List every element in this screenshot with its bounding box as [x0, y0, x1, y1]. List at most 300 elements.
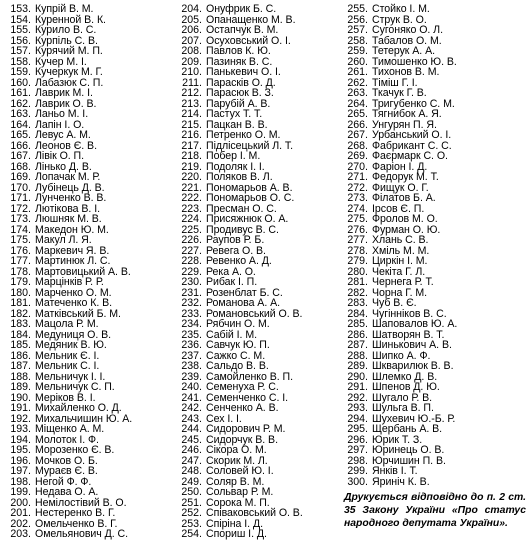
- item-name: Панькевич О. І.: [206, 66, 281, 78]
- item-number: 208.: [181, 45, 202, 57]
- item-name: Сидорович Р. М.: [206, 423, 286, 435]
- item-number: 225.: [181, 223, 202, 236]
- item-name: Унгурян П. Я.: [372, 118, 437, 131]
- item-number: 235.: [181, 328, 202, 341]
- item-number: 175.: [10, 234, 31, 246]
- item-number: 194.: [10, 433, 31, 446]
- name-column-1: [4, 4, 166, 540]
- list-item: [341, 424, 527, 435]
- item-name: Негой Ф. Ф.: [35, 475, 92, 488]
- list-item: [175, 298, 343, 309]
- item-number: 160.: [10, 76, 31, 89]
- item-number: 267.: [347, 129, 368, 141]
- item-name: Мартинюк Л. С.: [35, 255, 111, 267]
- item-name: Скорик М. Л.: [206, 454, 268, 467]
- item-number: 275.: [347, 213, 368, 225]
- item-number: 206.: [181, 24, 202, 36]
- item-number: 161.: [10, 87, 31, 99]
- item-name: Матеченко К. В.: [35, 297, 113, 309]
- item-number: 187.: [10, 360, 31, 372]
- item-number: 221.: [181, 181, 202, 194]
- item-number: 297.: [347, 444, 368, 456]
- item-number: 259.: [347, 45, 368, 57]
- list-item: [175, 361, 343, 372]
- list-item: [341, 78, 527, 89]
- item-name: Лабазюк С. П.: [35, 76, 104, 89]
- item-name: Река А. О.: [206, 265, 256, 278]
- list-item: [4, 466, 166, 477]
- item-number: 295.: [347, 423, 368, 435]
- list-item: [341, 340, 527, 351]
- item-number: 169.: [10, 171, 31, 183]
- list-item: [4, 277, 166, 288]
- item-number: 216.: [181, 129, 202, 141]
- list-item: [4, 424, 166, 435]
- item-number: 215.: [181, 118, 202, 131]
- item-name: Люшняк М. В.: [35, 213, 102, 225]
- item-name: Шаповалов Ю. А.: [372, 318, 458, 330]
- list-item: [4, 130, 166, 141]
- list-item: [175, 340, 343, 351]
- item-name: Семенченко С. І.: [206, 391, 289, 404]
- item-name: Фурман О. Ю.: [372, 223, 441, 236]
- item-name: Чорна Г. М.: [372, 286, 428, 299]
- list-item: [175, 4, 343, 15]
- item-name: Парасюк В. З.: [206, 87, 274, 99]
- item-number: 276.: [347, 223, 368, 236]
- item-name: Ревенко А. Д.: [206, 255, 272, 267]
- item-number: 265.: [347, 108, 368, 120]
- item-number: 202.: [10, 517, 31, 530]
- list-item: [4, 88, 166, 99]
- item-number: 196.: [10, 454, 31, 467]
- item-number: 266.: [347, 118, 368, 131]
- item-name: Лаврик М. І.: [35, 87, 93, 99]
- item-number: 203.: [10, 528, 31, 540]
- item-number: 254.: [181, 528, 202, 540]
- item-number: 232.: [181, 297, 202, 309]
- item-number: 244.: [181, 423, 202, 435]
- item-number: 257.: [347, 24, 368, 36]
- item-name: Купрій В. М.: [35, 3, 94, 15]
- item-number: 181.: [10, 297, 31, 309]
- item-name: Розенблат Б. С.: [206, 286, 283, 299]
- item-number: 186.: [10, 349, 31, 362]
- item-name: Ткачук Г. В.: [372, 87, 427, 99]
- item-number: 236.: [181, 339, 202, 351]
- item-name: Мельничук С. П.: [35, 381, 115, 393]
- item-number: 172.: [10, 202, 31, 215]
- item-number: 184.: [10, 328, 31, 341]
- list-item: [4, 4, 166, 15]
- item-name: Осуховський О. І.: [206, 34, 291, 47]
- item-name: Щербань А. В.: [372, 423, 443, 435]
- list-item: [4, 319, 166, 330]
- item-name: Тетерук А. А.: [372, 45, 435, 57]
- item-number: 255.: [347, 3, 368, 15]
- item-name: Пономарьов О. С.: [206, 192, 295, 204]
- item-number: 290.: [347, 370, 368, 383]
- item-number: 248.: [181, 465, 202, 477]
- item-name: Сабій І. М.: [206, 328, 257, 341]
- list-item: [4, 109, 166, 120]
- footnote: Друкується відповідно до п. 2 ст. 35 Закону України «Про статус народного депутата України».: [344, 492, 526, 529]
- list-item: [175, 235, 343, 246]
- item-number: 273.: [347, 192, 368, 204]
- list-item: [4, 46, 166, 57]
- item-number: 180.: [10, 286, 31, 299]
- item-name: Лаврик О. В.: [35, 97, 97, 110]
- item-name: Шипко А. Ф.: [372, 349, 431, 362]
- item-number: 201.: [10, 507, 31, 519]
- item-number: 226.: [181, 234, 202, 246]
- item-name: Петренко О. М.: [206, 129, 281, 141]
- item-name: Лінько Д. В.: [35, 160, 92, 173]
- list-item: [341, 456, 527, 467]
- item-name: Спіріна І. Д.: [206, 517, 263, 530]
- item-name: Хлань С. В.: [372, 234, 429, 246]
- item-name: Пастух Т. Т.: [206, 108, 263, 120]
- list-item: [4, 382, 166, 393]
- item-number: 261.: [347, 66, 368, 78]
- item-number: 229.: [181, 265, 202, 278]
- item-name: Кучер М. І.: [35, 55, 87, 68]
- item-name: Савчук Ю. П.: [206, 339, 270, 351]
- item-name: Ревега О. В.: [206, 244, 266, 257]
- item-name: Шинькович А. В.: [372, 339, 452, 351]
- item-name: Матківський Б. М.: [35, 307, 121, 320]
- list-item: [175, 109, 343, 120]
- item-number: 239.: [181, 370, 202, 383]
- item-number: 258.: [347, 34, 368, 47]
- item-number: 211.: [182, 76, 202, 89]
- item-number: 287.: [347, 339, 368, 351]
- item-name: Сенченко А. В.: [206, 402, 279, 414]
- item-number: 190.: [10, 391, 31, 404]
- item-number: 178.: [10, 265, 31, 278]
- list-item: [341, 277, 527, 288]
- list-item: [341, 172, 527, 183]
- item-name: Куренной В. К.: [35, 13, 106, 26]
- item-number: 154.: [10, 13, 31, 26]
- item-name: Співаковський О. В.: [206, 507, 303, 519]
- item-number: 293.: [347, 402, 368, 414]
- item-name: Сидорчук В. В.: [206, 433, 278, 446]
- item-name: Остапчук В. М.: [206, 24, 279, 36]
- item-number: 233.: [181, 307, 202, 320]
- item-name: Шугало Р. В.: [372, 391, 433, 404]
- item-name: Сольвар Р. М.: [206, 486, 274, 498]
- item-number: 207.: [181, 34, 202, 47]
- list-item: [175, 487, 343, 498]
- item-name: Лютікова В. І.: [35, 202, 100, 215]
- item-name: Рябчин О. М.: [206, 318, 270, 330]
- item-number: 159.: [10, 66, 31, 78]
- item-number: 220.: [181, 171, 202, 183]
- item-number: 173.: [10, 213, 31, 225]
- item-number: 263.: [347, 87, 368, 99]
- item-number: 286.: [347, 328, 368, 341]
- list-item: [341, 88, 527, 99]
- item-number: 247.: [181, 454, 202, 467]
- item-name: Раупов Р. Б.: [206, 234, 265, 246]
- item-name: Філатов Б. А.: [372, 192, 436, 204]
- item-number: 165.: [10, 129, 31, 141]
- item-name: Романова А. А.: [206, 297, 281, 309]
- item-number: 294.: [347, 412, 368, 425]
- item-number: 253.: [181, 517, 202, 530]
- item-number: 162.: [10, 97, 31, 110]
- item-name: Мельник С. І.: [35, 360, 100, 372]
- item-number: 222.: [181, 192, 202, 204]
- item-number: 199.: [10, 486, 31, 498]
- item-number: 252.: [181, 507, 202, 519]
- item-number: 185.: [10, 339, 31, 351]
- item-number: 256.: [347, 13, 368, 26]
- item-number: 191.: [10, 402, 31, 414]
- item-name: Фищук О. Г.: [372, 181, 429, 194]
- item-number: 158.: [10, 55, 31, 68]
- item-name: Підлісецький Л. Т.: [206, 139, 294, 152]
- list-item: [4, 172, 166, 183]
- item-number: 282.: [347, 286, 368, 299]
- item-name: Чернега Р. Т.: [372, 276, 434, 288]
- item-number: 291.: [347, 381, 368, 393]
- item-name: Тригубенко С. М.: [372, 97, 455, 110]
- list-item: [341, 214, 527, 225]
- item-number: 227.: [181, 244, 202, 257]
- item-name: Циркін І. М.: [372, 255, 428, 267]
- item-name: Тихонов В. М.: [372, 66, 440, 78]
- list-item: [341, 288, 527, 299]
- item-number: 279.: [347, 255, 368, 267]
- item-name: Меріков В. І.: [35, 391, 96, 404]
- item-name: Маркевич Я. В.: [35, 244, 110, 257]
- item-number: 298.: [347, 454, 368, 467]
- item-name: Фаріон І. Д.: [372, 160, 428, 173]
- item-number: 237.: [181, 349, 202, 362]
- list-item: [341, 130, 527, 141]
- list-item: [4, 25, 166, 36]
- item-number: 238.: [181, 360, 202, 372]
- item-name: Урбанський О. І.: [372, 129, 452, 141]
- item-number: 246.: [181, 444, 202, 456]
- item-number: 296.: [347, 433, 368, 446]
- list-item: [175, 403, 343, 414]
- item-name: Пацкан В. В.: [206, 118, 268, 131]
- item-number: 214.: [181, 108, 202, 120]
- list-item: [4, 235, 166, 246]
- item-number: 197.: [10, 465, 31, 477]
- list-item: [4, 151, 166, 162]
- item-number: 228.: [181, 255, 202, 267]
- list-item: [4, 193, 166, 204]
- item-name: Сажко С. М.: [206, 349, 266, 362]
- item-name: Фролов М. О.: [372, 213, 438, 225]
- item-number: 249.: [181, 475, 202, 488]
- list-item: [175, 508, 343, 519]
- item-name: Стойко І. М.: [372, 3, 430, 15]
- item-number: 245.: [181, 433, 202, 446]
- item-name: Тимошенко Ю. В.: [372, 55, 457, 68]
- list-item: [4, 403, 166, 414]
- item-name: Ірсов Є. П.: [372, 202, 425, 215]
- item-number: 274.: [347, 202, 368, 215]
- item-number: 250.: [181, 486, 202, 498]
- list-item: [175, 46, 343, 57]
- list-item: [341, 382, 527, 393]
- item-number: 163.: [10, 108, 31, 120]
- item-name: Онуфрик Б. С.: [206, 3, 277, 15]
- list-item: [175, 67, 343, 78]
- item-number: 270.: [347, 160, 368, 173]
- item-number: 278.: [347, 244, 368, 257]
- list-item: [175, 445, 343, 456]
- item-number: 188.: [10, 370, 31, 383]
- list-item: [341, 361, 527, 372]
- item-name: Шатворян В. Т.: [372, 328, 445, 341]
- item-name: Поляков В. Л.: [206, 171, 273, 183]
- list-item: [341, 46, 527, 57]
- item-number: 271.: [347, 171, 368, 183]
- item-name: Шкварилюк В. В.: [372, 360, 454, 372]
- list-item: [341, 246, 527, 257]
- item-number: 155.: [10, 24, 31, 36]
- list-item: [4, 361, 166, 372]
- list-item: [341, 466, 527, 477]
- item-number: 183.: [10, 318, 31, 330]
- item-name: Пономарьов А. В.: [206, 181, 293, 194]
- item-name: Яриніч К. В.: [372, 475, 430, 488]
- item-number: 189.: [10, 381, 31, 393]
- item-name: Юрик Т. З.: [372, 433, 423, 446]
- item-name: Михайленко О. Д.: [35, 402, 122, 414]
- item-name: Шульга В. П.: [372, 402, 434, 414]
- item-number: 171.: [10, 192, 31, 204]
- item-name: Тіміш Г. І.: [372, 76, 418, 89]
- item-name: Курячий М. П.: [35, 45, 103, 57]
- item-name: Курило В. С.: [35, 24, 97, 36]
- list-item: [341, 319, 527, 330]
- item-number: 153.: [10, 3, 31, 15]
- item-name: Чекіта Г. Л.: [372, 265, 426, 278]
- item-name: Марченко О. М.: [35, 286, 112, 299]
- item-name: Лопачак М. Р.: [35, 171, 101, 183]
- item-number: 209.: [181, 55, 202, 68]
- list-item: [4, 214, 166, 225]
- item-name: Кучеркук М. Г.: [35, 66, 103, 78]
- list-item: [175, 529, 343, 540]
- item-number: 219.: [181, 160, 202, 173]
- item-name: Омельченко В. Г.: [35, 517, 118, 530]
- item-number: 168.: [10, 160, 31, 173]
- item-name: Лівік О. П.: [35, 150, 84, 162]
- item-name: Сорока М. П.: [206, 496, 270, 509]
- item-name: Семенуха Р. С.: [206, 381, 279, 393]
- item-name: Пазиняк В. С.: [206, 55, 273, 68]
- item-name: Сальдо В. В.: [206, 360, 269, 372]
- item-number: 217.: [181, 139, 202, 152]
- list-item: [341, 151, 527, 162]
- list-item: [4, 256, 166, 267]
- item-name: Парубій А. В.: [206, 97, 271, 110]
- item-name: Табалов О. М.: [372, 34, 442, 47]
- item-number: 300.: [347, 475, 368, 488]
- item-number: 177.: [10, 255, 31, 267]
- list-item: [175, 88, 343, 99]
- item-name: Романовський О. В.: [206, 307, 303, 320]
- item-name: Мартовицький А. В.: [35, 265, 131, 278]
- list-item: [341, 403, 527, 414]
- item-name: Медяник В. Ю.: [35, 339, 107, 351]
- item-number: 224.: [181, 213, 202, 225]
- item-number: 210.: [181, 66, 202, 78]
- list-item: [175, 382, 343, 393]
- item-name: Чугінніков В. С.: [372, 307, 447, 320]
- item-number: 218.: [181, 150, 202, 162]
- item-number: 200.: [10, 496, 31, 509]
- item-name: Молоток І. Ф.: [35, 433, 99, 446]
- item-name: Лунченко В. В.: [35, 192, 107, 204]
- item-number: 269.: [347, 150, 368, 162]
- item-name: Недава О. А.: [35, 486, 99, 498]
- item-name: Хміль М. М.: [372, 244, 430, 257]
- item-name: Немілостівий В. О.: [35, 496, 127, 509]
- item-name: Марцінків Р. Р.: [35, 276, 104, 288]
- item-name: Сугоняко О. Л.: [372, 24, 443, 36]
- item-name: Опанащенко М. В.: [206, 13, 296, 26]
- item-name: Струк В. О.: [372, 13, 427, 26]
- list-item: [341, 193, 527, 204]
- list-item: [4, 508, 166, 519]
- item-number: 198.: [10, 475, 31, 488]
- item-number: 192.: [10, 412, 31, 425]
- item-name: Ланьо М. І.: [35, 108, 89, 120]
- list-item: [175, 172, 343, 183]
- list-item: [341, 4, 527, 15]
- item-name: Подоляк І. І.: [206, 160, 265, 173]
- item-name: Фабрикант С. С.: [372, 139, 452, 152]
- item-number: 182.: [10, 307, 31, 320]
- item-name: Рибак І. П.: [206, 276, 258, 288]
- item-number: 272.: [347, 181, 368, 194]
- item-number: 299.: [347, 465, 368, 477]
- item-number: 240.: [181, 381, 202, 393]
- item-name: Юринець О. В.: [372, 444, 445, 456]
- item-number: 260.: [347, 55, 368, 68]
- item-number: 292.: [347, 391, 368, 404]
- list-item: [4, 67, 166, 78]
- item-name: Мельничук І. І.: [35, 370, 106, 383]
- item-number: 234.: [181, 318, 202, 330]
- list-item: [175, 151, 343, 162]
- item-number: 231.: [181, 286, 202, 299]
- item-number: 166.: [10, 139, 31, 152]
- list-item: [175, 256, 343, 267]
- item-name: Продивус В. С.: [206, 223, 279, 236]
- item-name: Мочков О. Б.: [35, 454, 98, 467]
- item-name: Парасків О. Д.: [206, 76, 276, 89]
- item-name: Янків І. Т.: [372, 465, 418, 477]
- list-item: [341, 256, 527, 267]
- list-item: [341, 25, 527, 36]
- list-item: [175, 193, 343, 204]
- item-number: 288.: [347, 349, 368, 362]
- item-name: Мураєв Є. В.: [35, 465, 98, 477]
- list-item: [175, 319, 343, 330]
- list-item: [4, 487, 166, 498]
- item-name: Чуб В. Є.: [372, 297, 417, 309]
